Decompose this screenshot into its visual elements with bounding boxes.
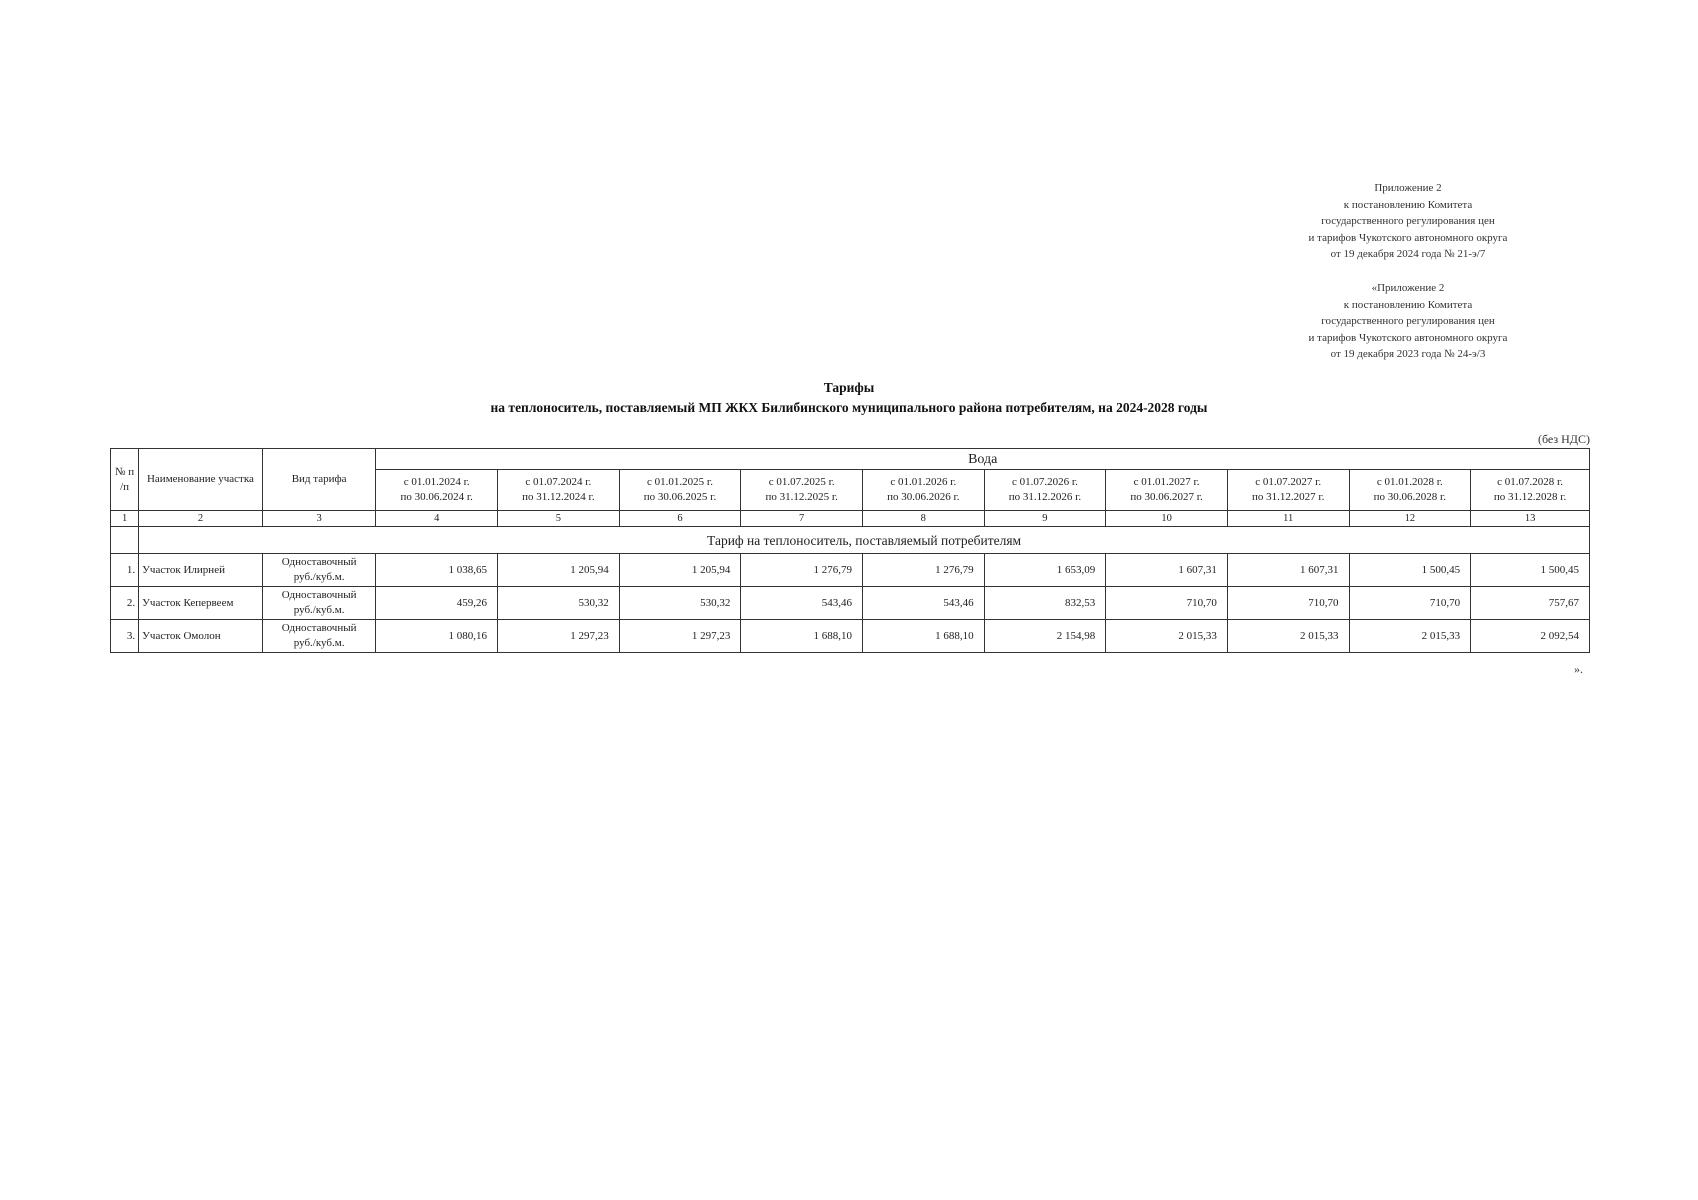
row-site: Участок Илирней [139,554,263,587]
period-to: по 31.12.2025 г. [765,491,838,503]
column-number: 1 [111,511,139,527]
appendix-note-current [1278,180,1538,263]
row-num: 2. [111,587,139,620]
period-header [1227,470,1349,511]
document-title [0,378,1698,418]
tariff-value: 1 607,31 [1227,554,1349,587]
tariff-value: 1 653,09 [984,554,1106,587]
tariff-value: 543,46 [741,587,863,620]
column-number: 11 [1227,511,1349,527]
tariff-value: 543,46 [862,587,984,620]
row-tariff-type [262,587,376,620]
row-site: Участок Омолон [139,620,263,653]
tariff-type-name: Одноставочный [281,556,357,568]
tariff-value: 1 297,23 [498,620,620,653]
appendix-line: от 19 декабря 2023 года № 24-э/3 [1330,348,1486,360]
tariff-value: 459,26 [376,587,498,620]
appendix-line: «Приложение 2 [1371,282,1445,294]
period-to: по 31.12.2026 г. [1008,491,1082,503]
appendix-line: к постановлению Комитета [1343,298,1473,311]
tariff-value: 530,32 [498,587,620,620]
tariff-value: 1 080,16 [376,620,498,653]
column-number: 10 [1106,511,1228,527]
column-number: 6 [619,511,741,527]
tariff-value: 1 276,79 [862,554,984,587]
closing-quote-mark: ». [1574,662,1583,676]
tariff-value: 710,70 [1227,587,1349,620]
column-number: 4 [376,511,498,527]
period-from: с 01.07.2028 г. [1497,476,1564,488]
period-to: по 31.12.2028 г. [1493,491,1567,503]
appendix-line: от 19 декабря 2024 года № 21-э/7 [1330,248,1486,260]
appendix-note-previous [1278,280,1538,363]
appendix-line: к постановлению Комитета [1343,198,1473,211]
appendix-line: и тарифов Чукотского автономного округа [1308,331,1508,344]
title-line: Тарифы [823,380,875,395]
period-from: с 01.07.2025 г. [768,476,835,488]
period-to: по 30.06.2025 г. [643,491,717,503]
table-row [111,620,1590,653]
period-header [862,470,984,511]
period-header [1106,470,1228,511]
period-to: по 31.12.2027 г. [1252,491,1325,503]
column-number: 13 [1471,511,1590,527]
header-site: Наименование участка [139,449,263,511]
column-number: 7 [741,511,863,527]
period-from: с 01.07.2026 г. [1011,476,1078,488]
tariff-value: 2 015,33 [1106,620,1228,653]
tariff-value: 710,70 [1106,587,1228,620]
period-from: с 01.01.2027 г. [1133,476,1200,488]
tariff-value: 1 297,23 [619,620,741,653]
column-number: 5 [498,511,620,527]
period-header [1471,470,1590,511]
period-from: с 01.07.2027 г. [1255,476,1322,488]
appendix-line: государственного регулирования цен [1321,215,1495,227]
tariff-value: 1 205,94 [498,554,620,587]
tariff-value: 1 500,45 [1349,554,1471,587]
column-number: 3 [262,511,376,527]
section-row [111,527,1590,554]
period-from: с 01.01.2025 г. [647,476,713,488]
subtitle-line: на теплоноситель, поставляемый МП ЖКХ Билибинского муниципального района потребителям, на 2024-2028 годы [490,400,1208,415]
column-number: 2 [139,511,263,527]
period-header [619,470,741,511]
period-header [498,470,620,511]
tariff-unit: руб./куб.м. [293,571,345,583]
tariff-table [110,448,1590,653]
period-from: с 01.07.2024 г. [525,476,592,488]
tariff-value: 1 500,45 [1471,554,1590,587]
period-to: по 30.06.2027 г. [1130,491,1203,503]
tariff-type-name: Одноставочный [281,589,357,601]
table-row [111,554,1590,587]
period-from: с 01.01.2028 г. [1376,476,1443,488]
column-number: 9 [984,511,1106,527]
tariff-value: 1 205,94 [619,554,741,587]
period-from: с 01.01.2024 г. [403,476,470,488]
header-water-group: Вода [376,449,1590,470]
column-number: 12 [1349,511,1471,527]
tariff-value: 710,70 [1349,587,1471,620]
column-number-row [111,511,1590,527]
tariff-value: 2 015,33 [1349,620,1471,653]
tariff-value: 1 688,10 [741,620,863,653]
period-to: по 30.06.2028 г. [1373,491,1447,503]
tariff-unit: руб./куб.м. [293,637,345,649]
tariff-value: 1 688,10 [862,620,984,653]
tariff-value: 2 015,33 [1227,620,1349,653]
header-row-group [111,449,1590,470]
header-tariff-type: Вид тарифа [262,449,376,511]
row-num: 3. [111,620,139,653]
column-number: 8 [862,511,984,527]
tariff-value: 832,53 [984,587,1106,620]
tariff-value: 1 276,79 [741,554,863,587]
appendix-line: и тарифов Чукотского автономного округа [1308,231,1508,244]
row-site: Участок Кепервеем [139,587,263,620]
period-to: по 30.06.2024 г. [400,491,473,503]
period-to: по 30.06.2026 г. [887,491,960,503]
section-spacer-cell [111,527,139,554]
tariff-value: 2 154,98 [984,620,1106,653]
period-from: с 01.01.2026 г. [890,476,957,488]
appendix-line: Приложение 2 [1374,182,1442,194]
tariff-unit: руб./куб.м. [293,604,345,616]
period-to: по 31.12.2024 г. [522,491,595,503]
header-num: № п /п [111,449,139,511]
period-header [376,470,498,511]
period-header [1349,470,1471,511]
tariff-value: 1 607,31 [1106,554,1228,587]
row-tariff-type [262,554,376,587]
tariff-value: 530,32 [619,587,741,620]
row-tariff-type [262,620,376,653]
unit-note: (без НДС) [1537,432,1590,446]
tariff-type-name: Одноставочный [281,622,357,634]
tariff-value: 757,67 [1471,587,1590,620]
appendix-line: государственного регулирования цен [1321,315,1495,327]
table-row [111,587,1590,620]
period-header [741,470,863,511]
period-header [984,470,1106,511]
tariff-value: 2 092,54 [1471,620,1590,653]
section-title: Тариф на теплоноситель, поставляемый потребителям [139,527,1590,554]
row-num: 1. [111,554,139,587]
tariff-value: 1 038,65 [376,554,498,587]
